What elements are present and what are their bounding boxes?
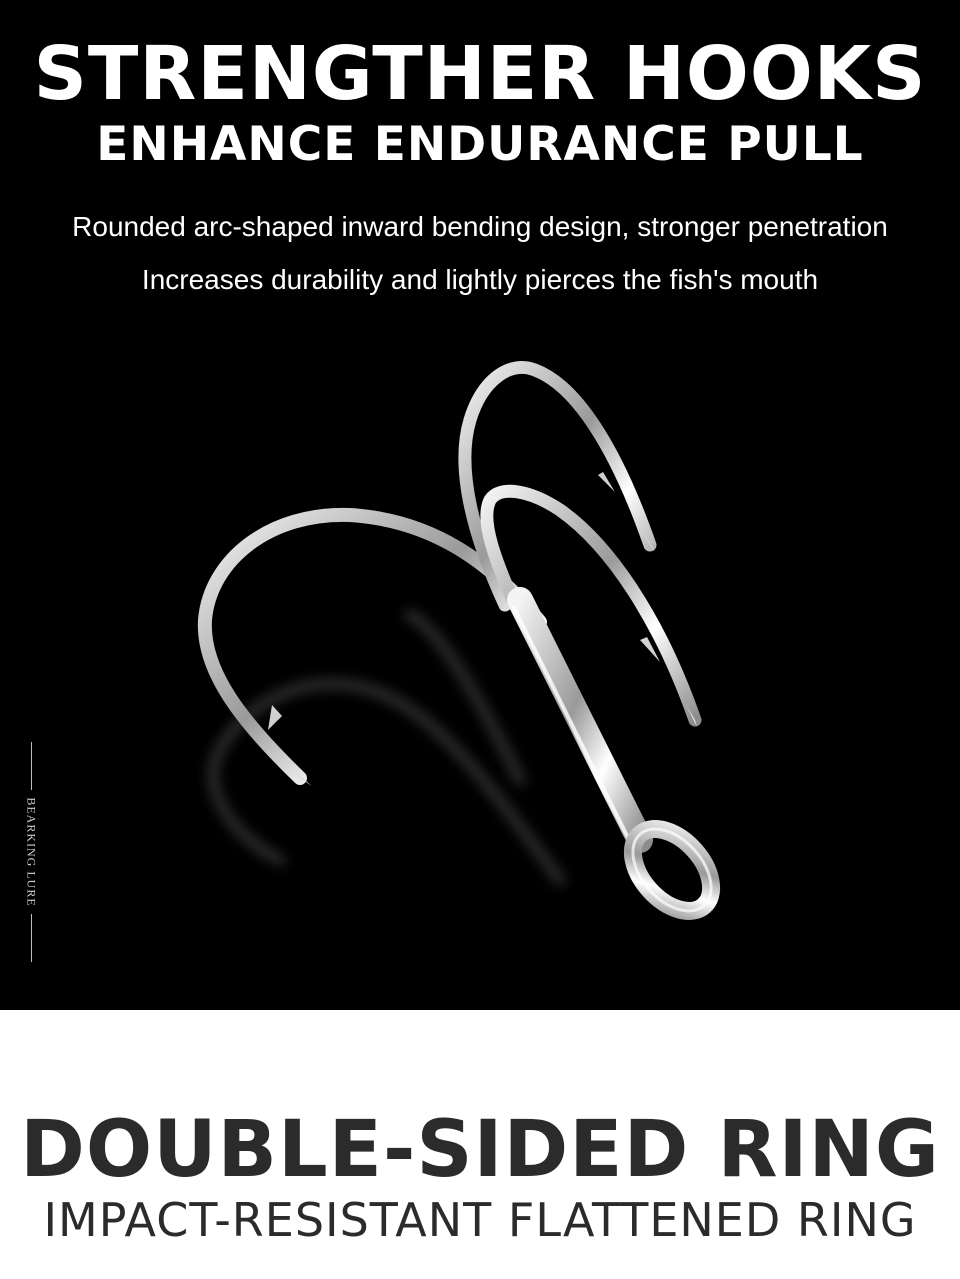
- hook-shank: [520, 600, 640, 840]
- ring-subtitle: IMPACT-RESISTANT FLATTENED RING: [43, 1193, 917, 1247]
- brand-vertical-label: BEARKING LURE: [24, 797, 39, 907]
- hero-title: STRENGTHER HOOKS: [33, 31, 927, 117]
- brand-divider-bottom: [31, 914, 32, 962]
- description-line-1: Rounded arc-shaped inward bending design, stronger penetration: [72, 211, 888, 242]
- hero-subtitle: ENHANCE ENDURANCE PULL: [96, 117, 864, 172]
- brand-divider-top: [31, 742, 32, 790]
- ring-title: DOUBLE-SIDED RING: [20, 1105, 940, 1195]
- treble-fishing-hook-icon: [0, 300, 960, 1010]
- hook-eye-ring: [618, 814, 727, 925]
- description-line-2: Increases durability and lightly pierces the fish's mouth: [141, 264, 819, 295]
